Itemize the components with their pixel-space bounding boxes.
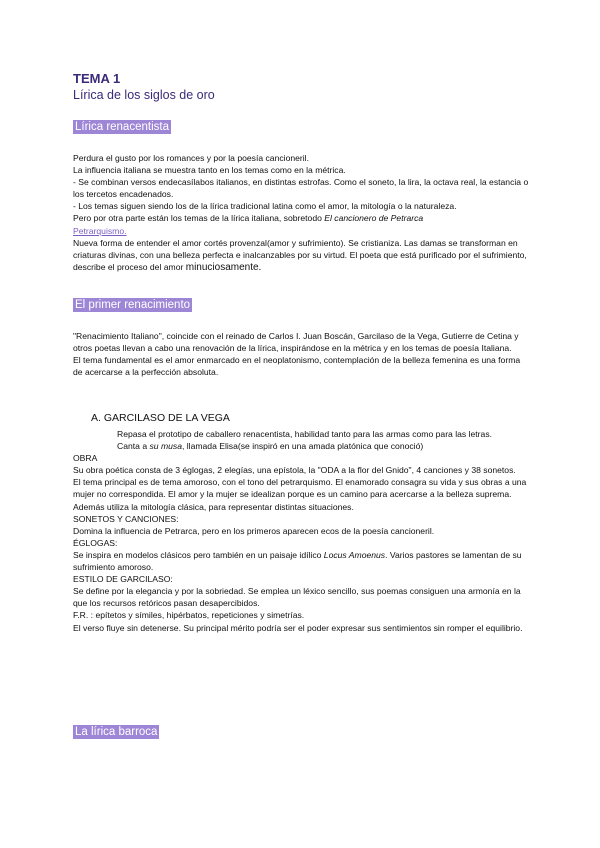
text-run: Se inspira en modelos clásicos pero también en un paisaje idílico <box>73 549 324 560</box>
paragraph: Repasa el prototipo de caballero renacentista, habilidad tanto para las armas como para las letras. <box>117 429 492 439</box>
paragraph: "Renacimiento Italiano", coincide con el reinado de Carlos I. Juan Boscán, Garcilaso de la Vega, Gutierre de Cetina y otros poetas llevan a cabo una renovación de la lírica, inspirándose en la métrica y en los temas de poesía Italiana. <box>73 331 519 354</box>
section-heading-lirica-renacentista: Lírica renacentista <box>75 121 169 133</box>
paragraph: Su obra poética consta de 3 églogas, 2 elegías, una epístola, la "ODA a la flor del Gnido", 4 canciones y 38 sonetos. <box>73 465 516 476</box>
text-run: Pero por otra parte están los temas de la lírica italiana, sobretodo <box>73 213 325 224</box>
label-heading: SONETOS Y CANCIONES: <box>73 513 179 524</box>
paragraph: F.R. : epítetos y símiles, hipérbatos, repeticiones y simetrías. <box>73 610 305 621</box>
label-heading: OBRA <box>73 453 98 464</box>
paragraph: El tema fundamental es el amor enmarcado en el neoplatonismo, contemplación de la belleza femenina es una forma de acercarse a la perfección absoluta. <box>73 355 521 378</box>
section-heading-lirica-barroca: La lírica barroca <box>75 726 158 738</box>
paragraph: Domina la influencia de Petrarca, pero en los primeros aparecen ecos de la poesía cancioneril. <box>73 525 435 536</box>
paragraph: Se define por la elegancia y por la sobriedad. Se emplea un léxico sencillo, sus poemas consiguen una armonía en la que los recursos retóricos pasan desapercibidos. <box>73 586 521 609</box>
text-run: . Varios pastores se lamentan de su sufrimiento amoroso. <box>73 549 522 573</box>
section-body-primer-renacimiento <box>73 330 531 378</box>
paragraph <box>73 237 531 274</box>
doc-subtitle: Lírica de los siglos de oro <box>73 88 215 102</box>
paragraph: - Se combinan versos endecasílabos italianos, en distintas estrofas. Como el soneto, la lira, la octava real, la estancia o los tercetos encadenados. <box>73 177 529 200</box>
section-heading-primer-renacimiento: El primer renacimiento <box>75 299 191 311</box>
text-run: Nueva forma de entender el amor cortés provenzal(amor y sufrimiento). Se cristianiza. Las damas se transforman en criaturas divinas, con una belleza perfecta e inalcanzables por su virtud. El poeta que está purificado por el sufrimiento, describe el proceso del amor <box>73 237 527 272</box>
paragraph <box>73 549 531 573</box>
paragraph: El verso fluye sin detenerse. Su principal mérito podría ser el poder expresar sus sentimientos sin romper el equilibrio. <box>73 622 523 633</box>
italic-term: Locus Amoenus <box>323 549 386 560</box>
underlined-term: Petrarquismo. <box>73 225 127 236</box>
paragraph <box>73 440 531 452</box>
section-body-renacentista <box>73 152 531 274</box>
paragraph: El tema principal es de tema amoroso, con el tono del petrarquismo. El enamorado consagra su vida y sus obras a una mujer no correspondida. El amor y la mujer se idealizan porque es un camino para acercarse a la belleza suprema. <box>73 477 527 500</box>
italic-title: El cancionero de Petrarca <box>324 213 424 224</box>
paragraph: La influencia italiana se muestra tanto en los temas como en la métrica. <box>73 165 346 176</box>
italic-term: su musa <box>149 441 182 452</box>
text-run: Canta a <box>117 441 150 452</box>
label-heading: ESTILO DE GARCILASO: <box>73 574 173 585</box>
paragraph <box>73 212 531 236</box>
garcilaso-body <box>73 428 531 634</box>
paragraph: Además utiliza la mitología clásica, para representar distintas situaciones. <box>73 501 354 512</box>
subheading-garcilaso: A. GARCILASO DE LA VEGA <box>91 412 230 424</box>
paragraph: - Los temas siguen siendo los de la lírica tradicional latina como el amor, la mitología o la naturaleza. <box>73 201 457 212</box>
paragraph: Perdura el gusto por los romances y por la poesía cancioneril. <box>73 153 309 163</box>
text-run: , llamada Elisa(se inspiró en una amada platónica que conoció) <box>181 441 424 452</box>
label-heading: ÉGLOGAS: <box>73 537 118 548</box>
doc-title: TEMA 1 <box>73 71 121 86</box>
text-run-large: minuciosamente. <box>185 261 262 273</box>
